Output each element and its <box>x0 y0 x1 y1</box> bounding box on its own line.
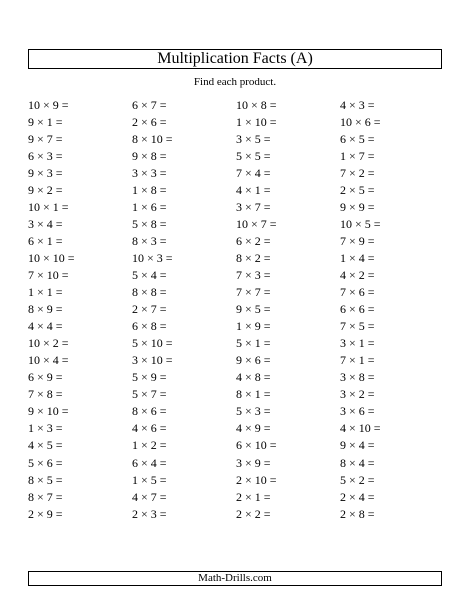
problem-row <box>28 488 444 505</box>
problem-item: 6 × 9 = <box>28 370 63 385</box>
problem-item: 6 × 3 = <box>28 148 63 163</box>
problem-item: 5 × 4 = <box>132 267 167 282</box>
problem-item: 5 × 9 = <box>132 370 167 385</box>
problem-item: 8 × 6 = <box>132 404 167 419</box>
problem-item: 4 × 10 = <box>340 421 381 436</box>
problem-item: 7 × 6 = <box>340 285 375 300</box>
problem-row <box>28 96 444 113</box>
problem-row <box>28 284 444 301</box>
problem-row <box>28 181 444 198</box>
problem-item: 9 × 1 = <box>28 114 63 129</box>
footer-box <box>28 571 442 586</box>
problem-item: 7 × 1 = <box>340 353 375 368</box>
problem-item: 5 × 10 = <box>132 336 173 351</box>
problem-item: 3 × 9 = <box>236 455 271 470</box>
problem-item: 5 × 3 = <box>236 404 271 419</box>
problem-item: 10 × 7 = <box>236 216 277 231</box>
problem-row <box>28 215 444 232</box>
problem-item: 3 × 2 = <box>340 387 375 402</box>
problem-item: 1 × 6 = <box>132 199 167 214</box>
problem-item: 2 × 2 = <box>236 506 271 521</box>
problem-item: 4 × 3 = <box>340 97 375 112</box>
problem-grid <box>28 96 444 522</box>
problem-item: 1 × 2 = <box>132 438 167 453</box>
problem-item: 5 × 8 = <box>132 216 167 231</box>
problem-item: 10 × 3 = <box>132 250 173 265</box>
problem-row <box>28 454 444 471</box>
problem-item: 1 × 1 = <box>28 285 63 300</box>
problem-row <box>28 301 444 318</box>
problem-item: 3 × 1 = <box>340 336 375 351</box>
problem-item: 5 × 5 = <box>236 148 271 163</box>
problem-item: 3 × 3 = <box>132 165 167 180</box>
problem-item: 2 × 3 = <box>132 506 167 521</box>
problem-item: 2 × 8 = <box>340 506 375 521</box>
problem-item: 1 × 10 = <box>236 114 277 129</box>
problem-item: 9 × 4 = <box>340 438 375 453</box>
footer-site-label: Math-Drills.com <box>198 572 272 584</box>
problem-item: 9 × 3 = <box>28 165 63 180</box>
problem-row <box>28 471 444 488</box>
problem-item: 7 × 9 = <box>340 233 375 248</box>
problem-row <box>28 232 444 249</box>
worksheet-title-box <box>28 49 442 69</box>
problem-item: 4 × 6 = <box>132 421 167 436</box>
problem-row <box>28 437 444 454</box>
problem-item: 2 × 9 = <box>28 506 63 521</box>
problem-item: 7 × 8 = <box>28 387 63 402</box>
problem-item: 3 × 6 = <box>340 404 375 419</box>
problem-item: 5 × 6 = <box>28 455 63 470</box>
problem-item: 10 × 5 = <box>340 216 381 231</box>
problem-item: 7 × 10 = <box>28 267 69 282</box>
problem-row <box>28 403 444 420</box>
problem-item: 2 × 4 = <box>340 489 375 504</box>
problem-item: 8 × 8 = <box>132 285 167 300</box>
problem-row <box>28 335 444 352</box>
problem-item: 1 × 7 = <box>340 148 375 163</box>
worksheet-instruction: Find each product. <box>193 76 277 88</box>
problem-item: 4 × 1 = <box>236 182 271 197</box>
problem-row <box>28 147 444 164</box>
problem-item: 2 × 6 = <box>132 114 167 129</box>
problem-item: 8 × 2 = <box>236 250 271 265</box>
problem-item: 9 × 10 = <box>28 404 69 419</box>
problem-row <box>28 505 444 522</box>
problem-item: 9 × 8 = <box>132 148 167 163</box>
problem-item: 9 × 6 = <box>236 353 271 368</box>
problem-item: 2 × 7 = <box>132 302 167 317</box>
problem-item: 3 × 10 = <box>132 353 173 368</box>
problem-item: 10 × 4 = <box>28 353 69 368</box>
worksheet-title: Multiplication Facts (A) <box>157 50 313 67</box>
problem-row <box>28 318 444 335</box>
problem-item: 2 × 1 = <box>236 489 271 504</box>
problem-item: 6 × 7 = <box>132 97 167 112</box>
problem-item: 4 × 2 = <box>340 267 375 282</box>
problem-item: 1 × 3 = <box>28 421 63 436</box>
problem-item: 8 × 5 = <box>28 472 63 487</box>
problem-item: 5 × 7 = <box>132 387 167 402</box>
problem-item: 8 × 3 = <box>132 233 167 248</box>
problem-item: 10 × 10 = <box>28 250 75 265</box>
problem-item: 9 × 9 = <box>340 199 375 214</box>
problem-item: 7 × 5 = <box>340 319 375 334</box>
problem-item: 10 × 2 = <box>28 336 69 351</box>
problem-item: 1 × 8 = <box>132 182 167 197</box>
problem-item: 3 × 5 = <box>236 131 271 146</box>
problem-row <box>28 386 444 403</box>
problem-item: 6 × 5 = <box>340 131 375 146</box>
problem-row <box>28 198 444 215</box>
problem-item: 4 × 7 = <box>132 489 167 504</box>
problem-item: 8 × 9 = <box>28 302 63 317</box>
problem-item: 5 × 1 = <box>236 336 271 351</box>
problem-item: 1 × 4 = <box>340 250 375 265</box>
problem-item: 7 × 2 = <box>340 165 375 180</box>
problem-item: 7 × 7 = <box>236 285 271 300</box>
problem-item: 6 × 8 = <box>132 319 167 334</box>
problem-row <box>28 369 444 386</box>
problem-row <box>28 130 444 147</box>
problem-item: 10 × 6 = <box>340 114 381 129</box>
problem-item: 3 × 7 = <box>236 199 271 214</box>
problem-item: 9 × 2 = <box>28 182 63 197</box>
problem-item: 7 × 4 = <box>236 165 271 180</box>
problem-row <box>28 249 444 266</box>
problem-item: 6 × 1 = <box>28 233 63 248</box>
problem-row <box>28 266 444 283</box>
problem-item: 6 × 10 = <box>236 438 277 453</box>
problem-item: 3 × 4 = <box>28 216 63 231</box>
problem-row <box>28 164 444 181</box>
problem-item: 4 × 8 = <box>236 370 271 385</box>
problem-item: 6 × 4 = <box>132 455 167 470</box>
problem-row <box>28 420 444 437</box>
problem-item: 2 × 5 = <box>340 182 375 197</box>
problem-item: 6 × 2 = <box>236 233 271 248</box>
problem-item: 8 × 7 = <box>28 489 63 504</box>
problem-row <box>28 113 444 130</box>
problem-item: 1 × 5 = <box>132 472 167 487</box>
problem-item: 2 × 10 = <box>236 472 277 487</box>
problem-item: 4 × 9 = <box>236 421 271 436</box>
problem-item: 1 × 9 = <box>236 319 271 334</box>
problem-item: 10 × 8 = <box>236 97 277 112</box>
problem-item: 7 × 3 = <box>236 267 271 282</box>
problem-item: 4 × 5 = <box>28 438 63 453</box>
problem-item: 10 × 1 = <box>28 199 69 214</box>
problem-item: 5 × 2 = <box>340 472 375 487</box>
problem-item: 9 × 7 = <box>28 131 63 146</box>
problem-item: 8 × 10 = <box>132 131 173 146</box>
problem-item: 8 × 1 = <box>236 387 271 402</box>
problem-item: 9 × 5 = <box>236 302 271 317</box>
problem-item: 3 × 8 = <box>340 370 375 385</box>
problem-row <box>28 352 444 369</box>
problem-item: 10 × 9 = <box>28 97 69 112</box>
problem-item: 6 × 6 = <box>340 302 375 317</box>
problem-item: 8 × 4 = <box>340 455 375 470</box>
problem-item: 4 × 4 = <box>28 319 63 334</box>
